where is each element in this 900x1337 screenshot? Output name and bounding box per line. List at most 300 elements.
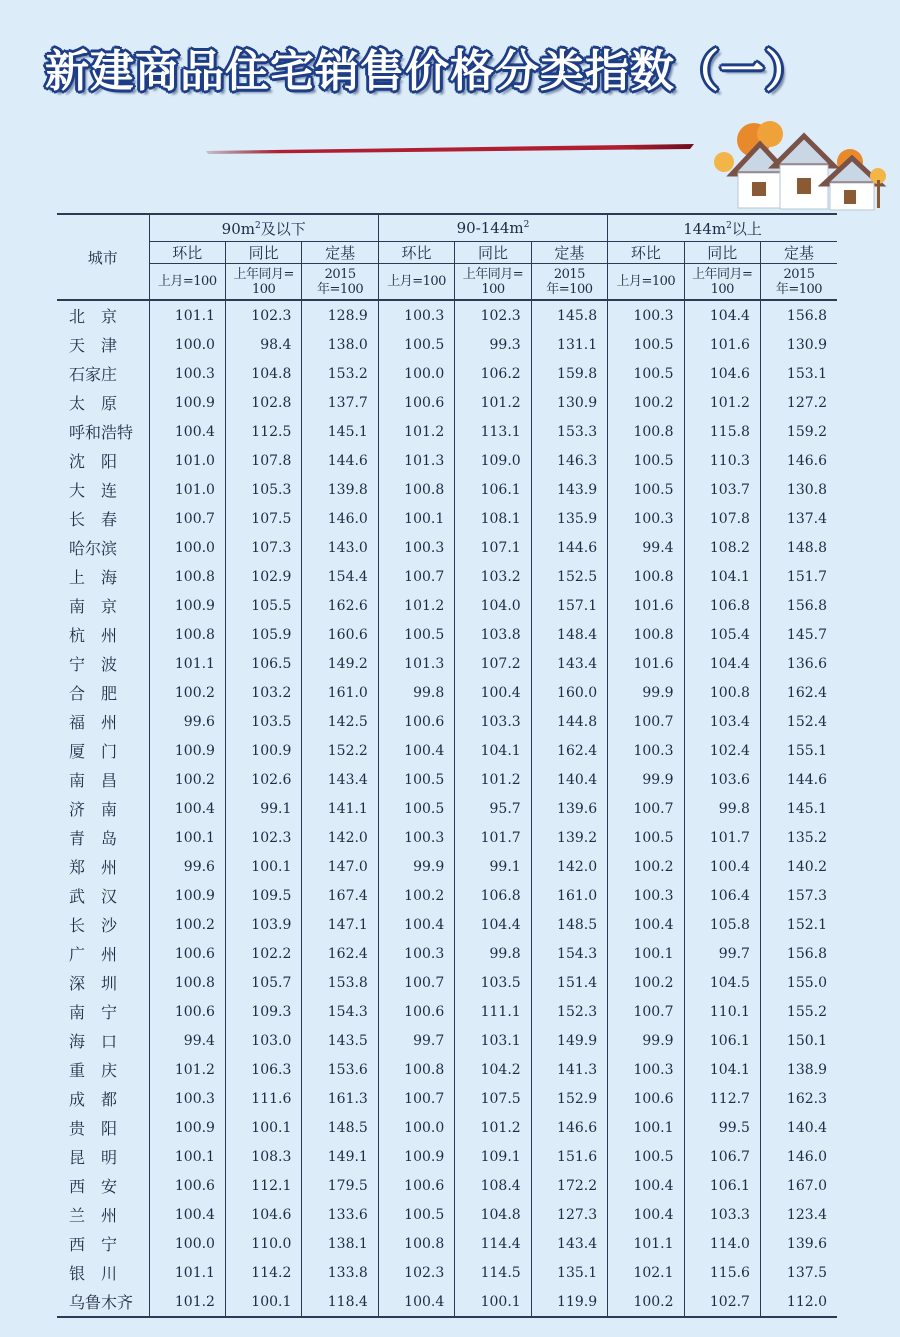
index-value: 106.7	[684, 1142, 760, 1171]
index-value: 101.1	[149, 1258, 225, 1287]
index-value: 145.1	[302, 417, 378, 446]
index-value: 143.9	[531, 475, 607, 504]
index-value: 138.9	[760, 1055, 837, 1084]
index-value: 100.2	[149, 765, 225, 794]
city-name: 青 岛	[69, 829, 118, 848]
index-value: 159.8	[531, 359, 607, 388]
index-value: 100.4	[378, 1287, 454, 1317]
index-value: 103.5	[225, 707, 301, 736]
index-value: 100.1	[225, 1113, 301, 1142]
index-value: 115.8	[684, 417, 760, 446]
city-name: 兰 州	[69, 1206, 118, 1225]
index-value: 114.0	[684, 1229, 760, 1258]
index-value: 148.5	[302, 1113, 378, 1142]
index-value: 140.4	[760, 1113, 837, 1142]
index-value: 102.1	[608, 1258, 684, 1287]
index-value: 135.9	[531, 504, 607, 533]
index-value: 100.8	[608, 562, 684, 591]
index-value: 100.7	[378, 968, 454, 997]
index-value: 139.6	[531, 794, 607, 823]
city-name: 成 都	[69, 1090, 118, 1109]
index-value: 140.2	[760, 852, 837, 881]
index-value: 107.8	[684, 504, 760, 533]
index-value: 102.6	[225, 765, 301, 794]
index-value: 161.0	[302, 678, 378, 707]
index-value: 104.6	[684, 359, 760, 388]
index-value: 105.8	[684, 910, 760, 939]
index-value: 179.5	[302, 1171, 378, 1200]
city-name: 乌鲁木齐	[57, 1287, 149, 1317]
houses-illustration	[712, 118, 900, 213]
city-column-header: 城市	[57, 214, 149, 300]
index-value: 100.1	[608, 1113, 684, 1142]
index-value: 162.4	[531, 736, 607, 765]
index-value: 100.3	[378, 300, 454, 330]
index-value: 101.1	[608, 1229, 684, 1258]
table-row	[57, 1287, 837, 1317]
index-value: 137.5	[760, 1258, 837, 1287]
index-value: 152.1	[760, 910, 837, 939]
index-value: 140.4	[531, 765, 607, 794]
index-value: 106.8	[684, 591, 760, 620]
table-row	[57, 1113, 837, 1142]
city-name: 太 原	[69, 394, 118, 413]
city-name: 海 口	[69, 1032, 118, 1051]
city-name: 南 宁	[69, 1003, 118, 1022]
index-value: 100.0	[149, 330, 225, 359]
index-value: 100.9	[378, 1142, 454, 1171]
index-value: 151.7	[760, 562, 837, 591]
index-value: 143.5	[302, 1026, 378, 1055]
index-value: 102.2	[225, 939, 301, 968]
index-value: 157.3	[760, 881, 837, 910]
index-value: 153.6	[302, 1055, 378, 1084]
index-value: 139.8	[302, 475, 378, 504]
index-value: 133.8	[302, 1258, 378, 1287]
index-value: 107.2	[455, 649, 531, 678]
index-value: 100.5	[378, 1200, 454, 1229]
index-value: 155.1	[760, 736, 837, 765]
index-value: 100.5	[608, 330, 684, 359]
index-value: 135.1	[531, 1258, 607, 1287]
index-value: 106.1	[455, 475, 531, 504]
index-value: 100.4	[378, 736, 454, 765]
index-value: 101.1	[149, 300, 225, 330]
index-value: 153.3	[531, 417, 607, 446]
table-row	[57, 794, 837, 823]
base-label-line: 100	[481, 281, 505, 297]
table-row	[57, 1026, 837, 1055]
index-value: 100.5	[378, 794, 454, 823]
index-value: 149.2	[302, 649, 378, 678]
index-value: 104.8	[455, 1200, 531, 1229]
city-name: 北 京	[69, 307, 118, 326]
index-value: 101.6	[608, 649, 684, 678]
index-value: 100.9	[149, 1113, 225, 1142]
index-value: 100.3	[378, 533, 454, 562]
city-name: 石家庄	[69, 365, 118, 384]
price-index-table	[57, 213, 837, 1318]
index-value: 104.5	[684, 968, 760, 997]
index-value: 102.3	[378, 1258, 454, 1287]
index-value: 103.3	[684, 1200, 760, 1229]
index-value: 162.4	[302, 939, 378, 968]
index-value: 100.4	[378, 910, 454, 939]
index-value: 167.4	[302, 881, 378, 910]
index-value: 146.3	[531, 446, 607, 475]
index-value: 106.1	[684, 1171, 760, 1200]
index-value: 100.6	[149, 939, 225, 968]
index-value: 99.7	[378, 1026, 454, 1055]
index-value: 103.5	[455, 968, 531, 997]
index-value: 100.4	[149, 417, 225, 446]
index-value: 108.4	[455, 1171, 531, 1200]
group-header-medium: $90-144m^2$	[378, 214, 607, 242]
index-value: 146.6	[531, 1113, 607, 1142]
index-value: 145.1	[760, 794, 837, 823]
index-value: 101.2	[149, 1287, 225, 1317]
index-value: 108.2	[684, 533, 760, 562]
index-value: 102.3	[455, 300, 531, 330]
subheader-fixed: 定基	[531, 242, 607, 264]
index-value: 100.9	[225, 736, 301, 765]
index-value: 100.2	[608, 1287, 684, 1317]
index-value: 100.1	[455, 1287, 531, 1317]
index-value: 133.6	[302, 1200, 378, 1229]
index-value: 153.2	[302, 359, 378, 388]
index-value: 143.4	[531, 649, 607, 678]
index-value: 99.9	[608, 765, 684, 794]
index-value: 128.9	[302, 300, 378, 330]
index-value: 105.7	[225, 968, 301, 997]
index-value: 101.7	[684, 823, 760, 852]
index-value: 99.6	[149, 707, 225, 736]
index-value: 105.5	[225, 591, 301, 620]
city-name: 天 津	[69, 336, 118, 355]
base-label	[684, 264, 760, 301]
index-value: 141.3	[531, 1055, 607, 1084]
index-value: 103.2	[225, 678, 301, 707]
index-value: 127.3	[531, 1200, 607, 1229]
index-value: 139.6	[760, 1229, 837, 1258]
index-value: 100.4	[608, 1200, 684, 1229]
table-row	[57, 388, 837, 417]
city-name: 长 沙	[69, 916, 118, 935]
index-value: 104.1	[684, 1055, 760, 1084]
index-value: 100.5	[608, 1142, 684, 1171]
index-value: 100.4	[608, 1171, 684, 1200]
city-name: 武 汉	[69, 887, 118, 906]
index-value: 100.2	[608, 852, 684, 881]
index-value: 103.1	[455, 1026, 531, 1055]
city-name: 宁 波	[69, 655, 118, 674]
index-value: 103.3	[455, 707, 531, 736]
index-value: 104.2	[455, 1055, 531, 1084]
city-name: 福 州	[69, 713, 118, 732]
index-value: 110.1	[684, 997, 760, 1026]
index-value: 114.2	[225, 1258, 301, 1287]
index-value: 146.6	[760, 446, 837, 475]
index-value: 110.0	[225, 1229, 301, 1258]
base-label-line: 上月=100	[616, 274, 676, 289]
index-value: 99.4	[149, 1026, 225, 1055]
index-value: 102.3	[225, 823, 301, 852]
index-value: 157.1	[531, 591, 607, 620]
index-value: 109.0	[455, 446, 531, 475]
index-value: 144.8	[531, 707, 607, 736]
index-value: 144.6	[531, 533, 607, 562]
index-value: 100.4	[684, 852, 760, 881]
index-value: 144.6	[760, 765, 837, 794]
index-value: 100.8	[149, 620, 225, 649]
index-value: 142.0	[302, 823, 378, 852]
index-value: 100.3	[608, 504, 684, 533]
index-value: 153.1	[760, 359, 837, 388]
index-value: 103.4	[684, 707, 760, 736]
index-value: 143.4	[302, 765, 378, 794]
index-value: 107.5	[455, 1084, 531, 1113]
table-row	[57, 1200, 837, 1229]
index-value: 131.1	[531, 330, 607, 359]
index-value: 156.8	[760, 591, 837, 620]
index-value: 99.5	[684, 1113, 760, 1142]
index-value: 108.1	[455, 504, 531, 533]
city-name: 南 昌	[69, 771, 118, 790]
table-row	[57, 852, 837, 881]
index-value: 113.1	[455, 417, 531, 446]
index-value: 112.1	[225, 1171, 301, 1200]
index-value: 145.8	[531, 300, 607, 330]
index-value: 137.4	[760, 504, 837, 533]
index-value: 100.1	[149, 823, 225, 852]
table-row	[57, 1084, 837, 1113]
index-value: 99.1	[225, 794, 301, 823]
subheader-yoy: 同比	[225, 242, 301, 264]
city-name: 哈尔滨	[69, 539, 118, 558]
index-value: 106.5	[225, 649, 301, 678]
index-value: 100.0	[149, 533, 225, 562]
index-value: 100.4	[149, 794, 225, 823]
index-value: 100.5	[608, 823, 684, 852]
index-value: 130.9	[760, 330, 837, 359]
city-name: 银 川	[69, 1264, 118, 1283]
index-value: 104.1	[455, 736, 531, 765]
index-value: 100.7	[608, 997, 684, 1026]
index-value: 148.5	[531, 910, 607, 939]
city-name: 西 宁	[69, 1235, 118, 1254]
index-value: 167.0	[760, 1171, 837, 1200]
base-label	[760, 264, 837, 301]
index-value: 100.7	[608, 794, 684, 823]
index-value: 162.3	[760, 1084, 837, 1113]
index-value: 100.7	[149, 504, 225, 533]
subheader-yoy: 同比	[684, 242, 760, 264]
index-value: 105.4	[684, 620, 760, 649]
index-value: 99.8	[684, 794, 760, 823]
subheader-mom: 环比	[149, 242, 225, 264]
subheader-yoy: 同比	[455, 242, 531, 264]
table-row	[57, 1258, 837, 1287]
index-value: 100.8	[149, 562, 225, 591]
index-value: 107.5	[225, 504, 301, 533]
index-value: 110.3	[684, 446, 760, 475]
table-row	[57, 620, 837, 649]
index-value: 106.8	[455, 881, 531, 910]
index-value: 103.0	[225, 1026, 301, 1055]
table-row	[57, 939, 837, 968]
index-value: 99.3	[455, 330, 531, 359]
index-value: 106.1	[684, 1026, 760, 1055]
index-value: 136.6	[760, 649, 837, 678]
table-row	[57, 707, 837, 736]
index-value: 148.4	[531, 620, 607, 649]
index-value: 100.9	[149, 388, 225, 417]
index-value: 114.5	[455, 1258, 531, 1287]
index-value: 160.6	[302, 620, 378, 649]
index-value: 100.4	[149, 1200, 225, 1229]
index-value: 100.9	[149, 591, 225, 620]
index-value: 141.1	[302, 794, 378, 823]
index-value: 100.5	[378, 620, 454, 649]
table-row	[57, 446, 837, 475]
index-value: 103.8	[455, 620, 531, 649]
index-value: 100.5	[608, 446, 684, 475]
base-label-line: 年=100	[546, 281, 593, 297]
index-value: 100.7	[378, 562, 454, 591]
base-label-line: 2015	[553, 266, 585, 282]
index-value: 106.4	[684, 881, 760, 910]
index-value: 100.4	[455, 678, 531, 707]
city-name: 大 连	[69, 481, 118, 500]
index-value: 161.0	[531, 881, 607, 910]
index-value: 100.7	[608, 707, 684, 736]
index-value: 104.1	[684, 562, 760, 591]
table-row	[57, 736, 837, 765]
index-value: 112.0	[760, 1287, 837, 1317]
index-value: 127.2	[760, 388, 837, 417]
index-value: 107.8	[225, 446, 301, 475]
index-value: 109.3	[225, 997, 301, 1026]
index-value: 99.9	[378, 852, 454, 881]
table-row	[57, 359, 837, 388]
table-row	[57, 504, 837, 533]
index-value: 100.1	[225, 1287, 301, 1317]
index-value: 107.1	[455, 533, 531, 562]
index-value: 108.3	[225, 1142, 301, 1171]
base-label-line: 上年同月=	[233, 266, 294, 282]
table-row	[57, 475, 837, 504]
index-value: 111.6	[225, 1084, 301, 1113]
index-value: 100.8	[684, 678, 760, 707]
index-value: 103.2	[455, 562, 531, 591]
index-value: 102.7	[684, 1287, 760, 1317]
city-name: 广 州	[69, 945, 118, 964]
index-value: 154.3	[302, 997, 378, 1026]
city-name: 郑 州	[69, 858, 118, 877]
index-value: 153.8	[302, 968, 378, 997]
index-value: 100.5	[378, 330, 454, 359]
table-row	[57, 997, 837, 1026]
base-label	[531, 264, 607, 301]
city-name: 西 安	[69, 1177, 118, 1196]
base-label	[302, 264, 378, 301]
index-value: 130.9	[531, 388, 607, 417]
index-value: 101.6	[608, 591, 684, 620]
city-name: 长 春	[69, 510, 118, 529]
index-value: 100.5	[608, 359, 684, 388]
index-value: 151.4	[531, 968, 607, 997]
index-value: 146.0	[760, 1142, 837, 1171]
index-value: 130.8	[760, 475, 837, 504]
city-name: 杭 州	[69, 626, 118, 645]
index-value: 150.1	[760, 1026, 837, 1055]
city-name: 昆 明	[69, 1148, 118, 1167]
index-value: 100.6	[378, 388, 454, 417]
subheader-fixed: 定基	[302, 242, 378, 264]
index-value: 138.1	[302, 1229, 378, 1258]
index-value: 101.2	[149, 1055, 225, 1084]
index-value: 100.1	[378, 504, 454, 533]
index-value: 156.8	[760, 939, 837, 968]
index-value: 100.2	[608, 388, 684, 417]
index-value: 100.1	[225, 852, 301, 881]
index-value: 156.8	[760, 300, 837, 330]
table-row	[57, 1055, 837, 1084]
city-name: 贵 阳	[69, 1119, 118, 1138]
index-value: 155.2	[760, 997, 837, 1026]
base-label-line: 年=100	[775, 281, 823, 297]
index-value: 95.7	[455, 794, 531, 823]
index-value: 100.3	[378, 939, 454, 968]
base-label-line: 100	[710, 281, 734, 297]
index-value: 99.9	[608, 678, 684, 707]
index-value: 100.3	[149, 359, 225, 388]
index-value: 100.3	[149, 1084, 225, 1113]
base-label-line: 年=100	[317, 281, 364, 297]
index-value: 104.0	[455, 591, 531, 620]
index-value: 152.5	[531, 562, 607, 591]
index-value: 151.6	[531, 1142, 607, 1171]
index-value: 101.6	[684, 330, 760, 359]
decorative-ribbon	[206, 143, 696, 155]
index-value: 98.4	[225, 330, 301, 359]
index-value: 102.9	[225, 562, 301, 591]
base-label-line: 100	[252, 281, 276, 297]
index-value: 100.0	[378, 359, 454, 388]
index-value: 101.2	[455, 765, 531, 794]
index-value: 100.9	[149, 736, 225, 765]
table-row	[57, 765, 837, 794]
index-value: 143.4	[531, 1229, 607, 1258]
index-value: 100.2	[378, 881, 454, 910]
table-row	[57, 823, 837, 852]
index-value: 160.0	[531, 678, 607, 707]
index-value: 100.8	[149, 968, 225, 997]
index-value: 100.1	[608, 939, 684, 968]
index-value: 101.2	[455, 1113, 531, 1142]
index-value: 101.2	[455, 388, 531, 417]
index-value: 100.1	[149, 1142, 225, 1171]
index-value: 100.2	[149, 678, 225, 707]
index-value: 103.9	[225, 910, 301, 939]
index-value: 101.0	[149, 475, 225, 504]
index-value: 100.0	[378, 1113, 454, 1142]
index-value: 159.2	[760, 417, 837, 446]
index-value: 142.5	[302, 707, 378, 736]
index-value: 100.4	[608, 910, 684, 939]
table-row	[57, 678, 837, 707]
index-value: 104.4	[684, 300, 760, 330]
